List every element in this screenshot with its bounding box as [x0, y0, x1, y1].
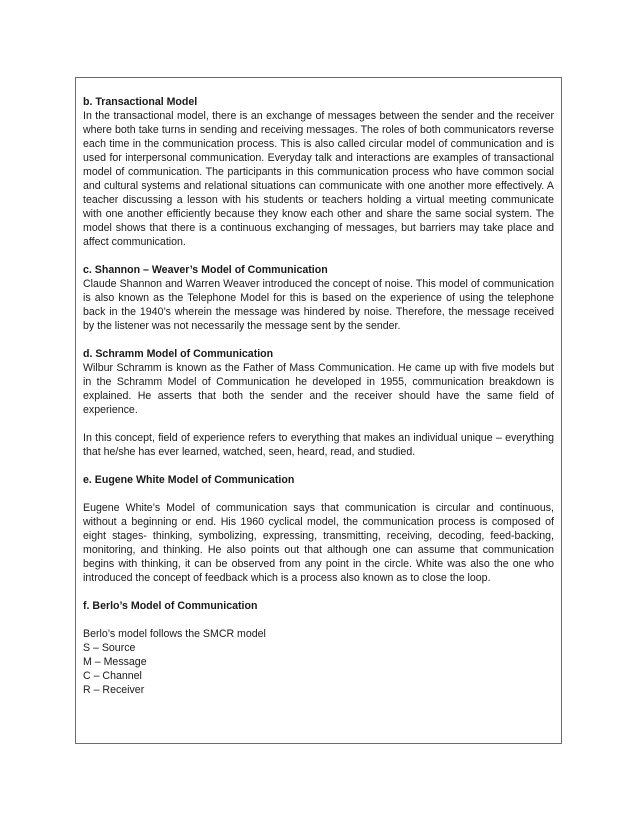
section-body: Claude Shannon and Warren Weaver introduced the concept of noise. This model of communication is also known as the Telephone Model for this is based on the experience of using the telephone back in the 1940’s wherein the message was hindered by noise. Therefore, the message received by the listener was not necessarily the message sent by the sender.	[83, 278, 554, 332]
section-eugene-white-model	[83, 473, 554, 585]
section-heading: c. Shannon – Weaver’s Model of Communication	[83, 264, 328, 276]
section-body: Eugene White’s Model of communication says that communication is circular and continuous, without a beginning or end. His 1960 cyclical model, the communication process is composed of eight stages- thinking, symbolizing, expressing, transmitting, receiving, decoding, feed-backing, monitoring, and thinking. He also points out that although one can assume that communication begins with thinking, it can be observed from any point in the circle. White was also the one who introduced the concept of feedback which is a process also known as to close the loop.	[83, 502, 554, 584]
smcr-item-message: M – Message	[83, 656, 147, 668]
smcr-item-source: S – Source	[83, 642, 136, 654]
section-body: In the transactional model, there is an exchange of messages between the sender and the receiver where both take turns in sending and receiving messages. The roles of both communicators reverse each time in the communication process. This is also called circular model of communication and is used for interpersonal communication. Everyday talk and interactions are examples of transactional model of communication. The participants in this communication process who have common social and cultural systems and relational situations can communicate with one another more effectively. A teacher discussing a lesson with his students or teachers holding a virtual meeting communicate with one another efficiently because they know each other and share the same social system. The model shows that there is a continuous exchanging of messages, but barriers may take place and affect communication.	[83, 110, 554, 248]
section-heading: f. Berlo’s Model of Communication	[83, 600, 258, 612]
document-frame	[75, 77, 562, 744]
section-transactional-model	[83, 95, 554, 249]
section-body-2: In this concept, field of experience refers to everything that makes an individual unique – everything that he/she has ever learned, watched, seen, heard, read, and studied.	[83, 432, 554, 458]
section-schramm-model	[83, 347, 554, 459]
section-heading: e. Eugene White Model of Communication	[83, 474, 295, 486]
section-berlo-model	[83, 599, 554, 697]
section-shannon-weaver-model	[83, 263, 554, 333]
section-heading: b. Transactional Model	[83, 96, 198, 108]
smcr-item-receiver: R – Receiver	[83, 684, 145, 696]
smcr-item-channel: C – Channel	[83, 670, 142, 682]
section-body: Wilbur Schramm is known as the Father of Mass Communication. He came up with five models but in the Schramm Model of Communication he developed in 1955, communication breakdown is explained. He asserts that both the sender and the receiver should have the same field of experience.	[83, 362, 554, 416]
section-heading: d. Schramm Model of Communication	[83, 348, 274, 360]
smcr-intro: Berlo’s model follows the SMCR model	[83, 628, 266, 640]
